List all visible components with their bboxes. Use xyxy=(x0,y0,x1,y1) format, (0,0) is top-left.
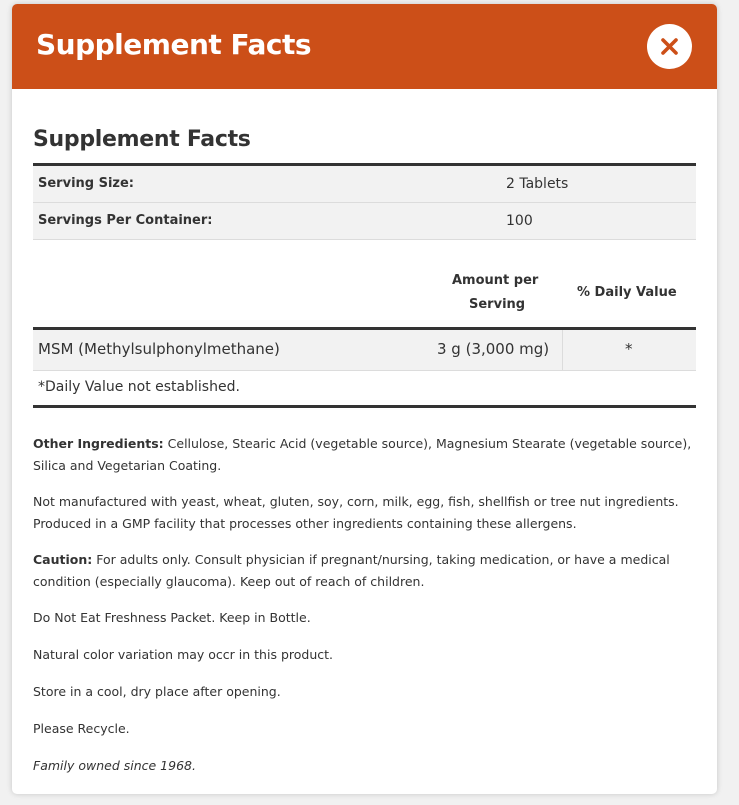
supplement-facts-modal xyxy=(12,4,717,794)
other-ingredients-paragraph xyxy=(33,433,696,477)
ingredient-amount: 3 g (3,000 mg) xyxy=(437,340,550,358)
daily-value-header: % Daily Value xyxy=(577,285,677,300)
allergen-paragraph xyxy=(33,491,696,535)
family-owned-note: Family owned since 1968. xyxy=(33,758,196,773)
column-separator xyxy=(562,330,563,370)
amount-header-line1: Amount per xyxy=(452,273,539,288)
modal-header xyxy=(12,4,717,89)
caution-label: Caution: xyxy=(33,552,93,567)
servings-per-container-label: Servings Per Container: xyxy=(38,213,213,228)
allergen-text: Not manufactured with yeast, wheat, gluten, soy, corn, milk, egg, fish, shellfish or tree nut ingredients. xyxy=(33,494,679,509)
amount-header-line2: Serving xyxy=(469,297,526,312)
modal-title: Supplement Facts xyxy=(36,28,312,61)
storage-note: Store in a cool, dry place after opening. xyxy=(33,684,281,699)
divider-thick xyxy=(33,405,696,408)
servings-per-container-value: 100 xyxy=(506,213,533,229)
allergen-text: Produced in a GMP facility that processes other ingredients containing these allergens. xyxy=(33,516,577,531)
facts-heading: Supplement Facts xyxy=(33,127,251,152)
divider-thin xyxy=(33,239,696,240)
close-icon[interactable] xyxy=(647,24,692,69)
other-ingredients-label: Other Ingredients: xyxy=(33,436,164,451)
other-ingredients-text: Silica and Vegetarian Coating. xyxy=(33,458,222,473)
freshness-note: Do Not Eat Freshness Packet. Keep in Bottle. xyxy=(33,610,311,625)
serving-size-label: Serving Size: xyxy=(38,176,135,191)
daily-value-footnote: *Daily Value not established. xyxy=(38,379,240,395)
ingredient-name: MSM (Methylsulphonylmethane) xyxy=(38,340,280,358)
recycle-note: Please Recycle. xyxy=(33,721,130,736)
other-ingredients-text: Cellulose, Stearic Acid (vegetable source), Magnesium Stearate (vegetable source), xyxy=(163,436,692,451)
ingredient-daily-value: * xyxy=(625,340,633,358)
caution-paragraph xyxy=(33,549,696,593)
divider-thin xyxy=(33,370,696,371)
caution-text: condition (especially glaucoma). Keep out of reach of children. xyxy=(33,574,425,589)
close-button[interactable] xyxy=(647,24,692,69)
caution-text: For adults only. Consult physician if pregnant/nursing, taking medication, or have a medical xyxy=(92,552,670,567)
serving-size-value: 2 Tablets xyxy=(506,176,569,192)
color-variation-note: Natural color variation may occr in this product. xyxy=(33,647,333,662)
